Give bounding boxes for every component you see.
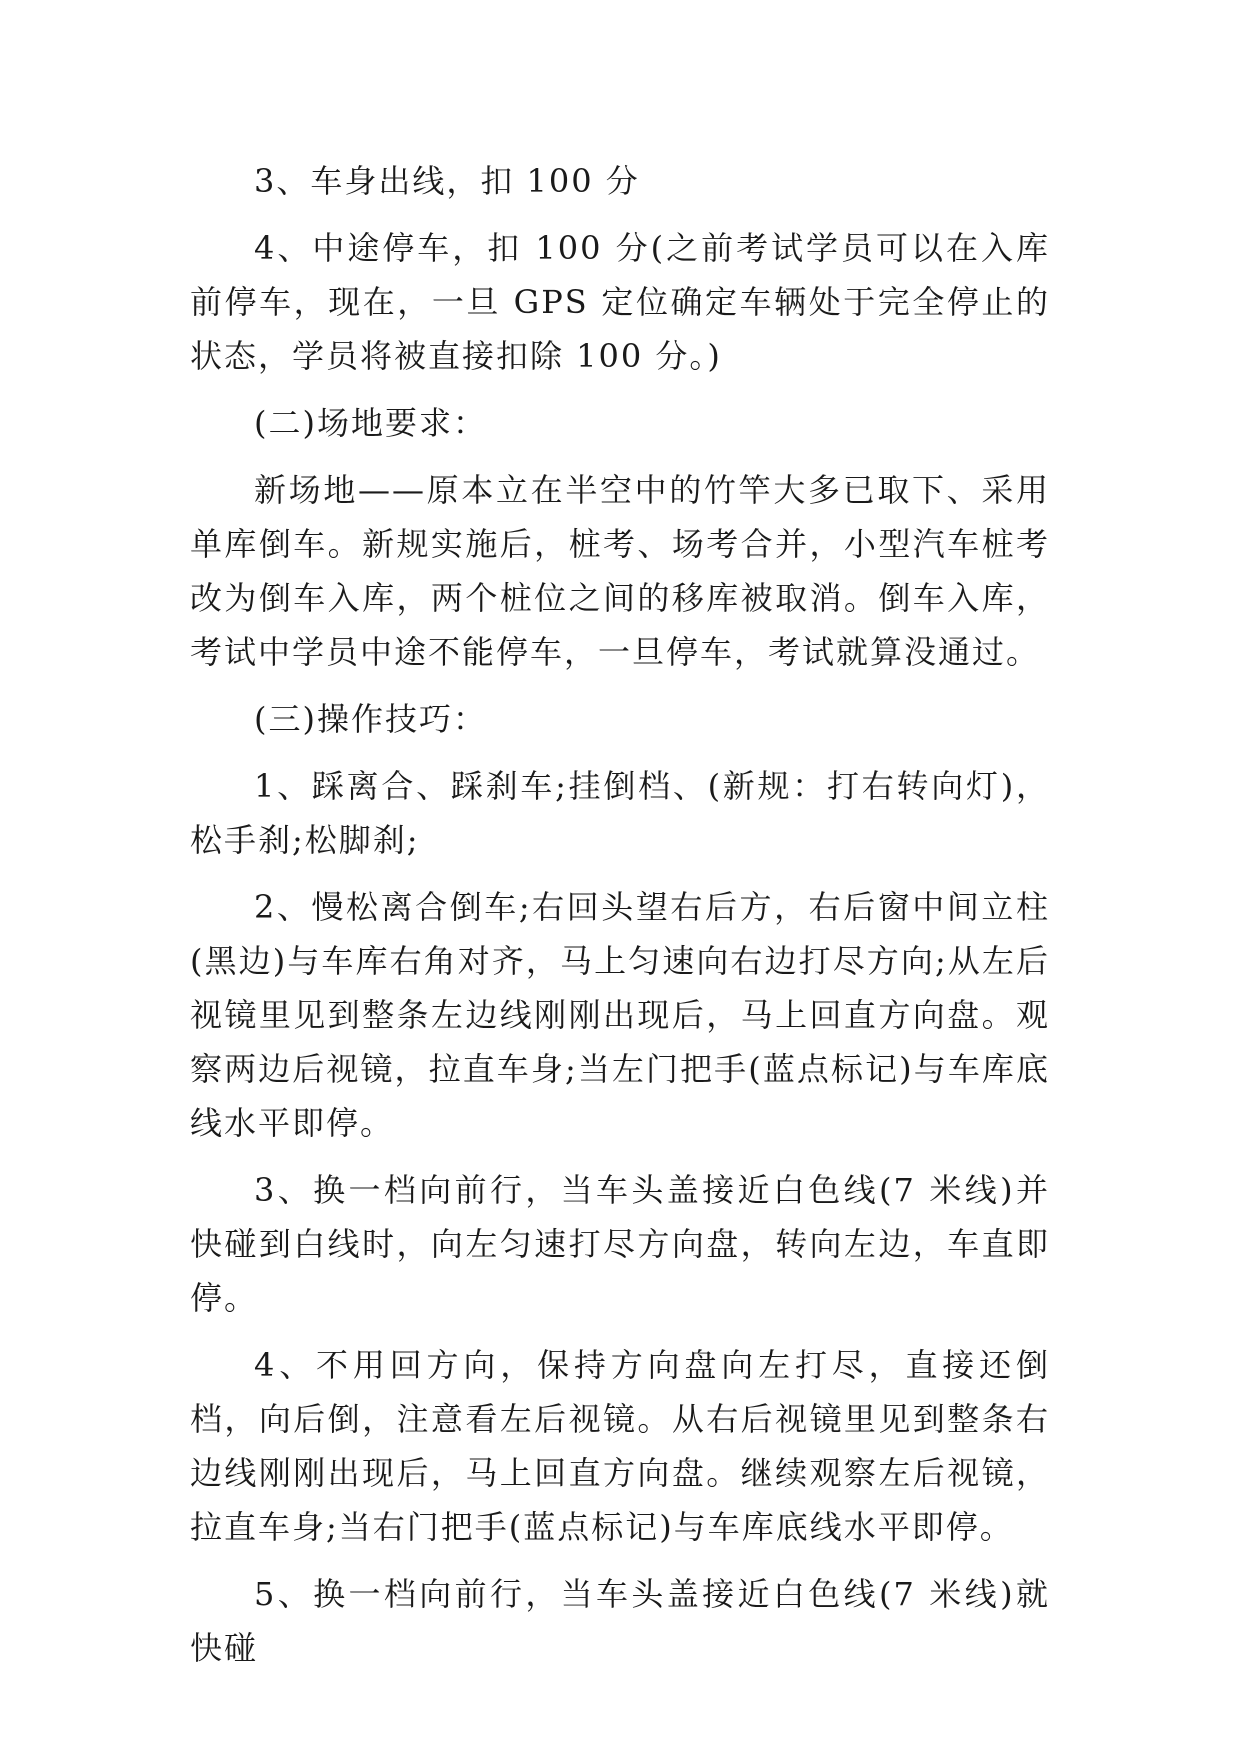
section-heading-site-requirements: (二)场地要求： xyxy=(254,404,487,442)
paragraph-penalty-midway-stop: 4、中途停车，扣 100 分(之前考试学员可以在入库前停车，现在，一旦 GPS 定位确定车辆处于完全停止的状态，学员将被直接扣除 100 分。) xyxy=(190,229,1050,375)
paragraph-step-1: 1、踩离合、踩刹车;挂倒档、(新规：打右转向灯)，松手刹;松脚刹; xyxy=(190,767,1050,859)
paragraph-step-4: 4、不用回方向，保持方向盘向左打尽，直接还倒档，向后倒，注意看左后视镜。从右后视镜里见到整条右边线刚刚出现后，马上回直方向盘。继续观察左后视镜，拉直车身;当右门把手(蓝点标记)与车库底线水平即停。 xyxy=(190,1346,1050,1546)
section-heading-operation-tips: (三)操作技巧： xyxy=(254,700,487,738)
paragraph-new-site: 新场地——原本立在半空中的竹竿大多已取下、采用单库倒车。新规实施后，桩考、场考合并，小型汽车桩考改为倒车入库，两个桩位之间的移库被取消。倒车入库，考试中学员中途不能停车，一旦停车，考试就算没通过。 xyxy=(190,471,1050,671)
document-page xyxy=(190,154,1050,1675)
paragraph-penalty-out-of-line: 3、车身出线，扣 100 分 xyxy=(254,162,640,200)
paragraph-step-5: 5、换一档向前行，当车头盖接近白色线(7 米线)就快碰 xyxy=(190,1575,1050,1667)
paragraph-step-3: 3、换一档向前行，当车头盖接近白色线(7 米线)并快碰到白线时，向左匀速打尽方向盘，转向左边，车直即停。 xyxy=(190,1171,1050,1317)
paragraph-step-2: 2、慢松离合倒车;右回头望右后方，右后窗中间立柱(黑边)与车库右角对齐，马上匀速向右边打尽方向;从左后视镜里见到整条左边线刚刚出现后，马上回直方向盘。观察两边后视镜，拉直车身;当左门把手(蓝点标记)与车库底线水平即停。 xyxy=(190,888,1050,1142)
